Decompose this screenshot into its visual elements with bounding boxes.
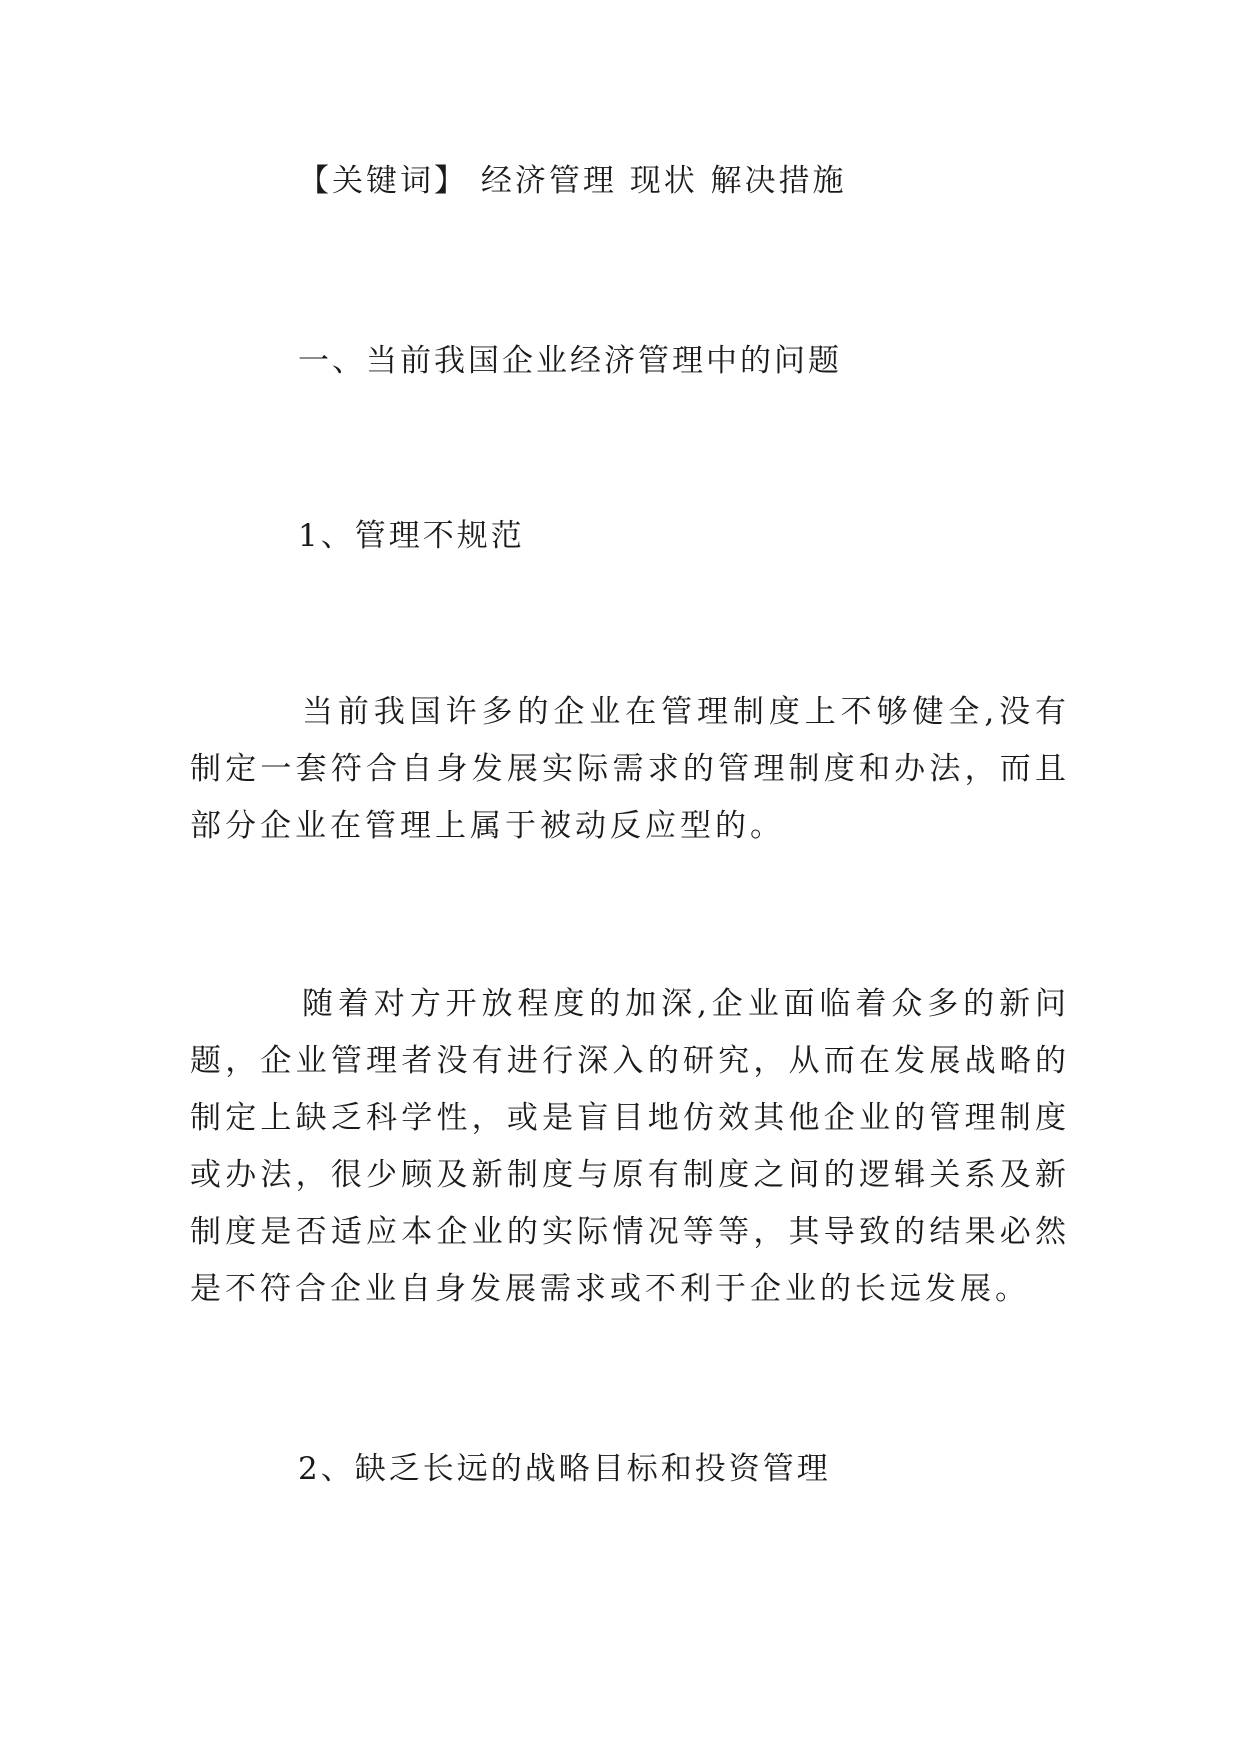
paragraph-management-system: 当前我国许多的企业在管理制度上不够健全,没有制定一套符合自身发展实际需求的管理制度和办法，而且部分企业在管理上属于被动反应型的。 bbox=[190, 694, 1070, 844]
paragraph-opening-up-problems: 随着对方开放程度的加深,企业面临着众多的新问题，企业管理者没有进行深入的研究，从而在发展战略的制定上缺乏科学性，或是盲目地仿效其他企业的管理制度或办法，很少顾及新制度与原有制度之间的逻辑关系及新制度是否适应本企业的实际情况等等，其导致的结果必然是不符合企业自身发展需求或不利于企业的长远发展。 bbox=[190, 986, 1070, 1307]
subheading-strategy-investment: 2、缺乏长远的战略目标和投资管理 bbox=[298, 1451, 831, 1487]
subheading-management-irregular: 1、管理不规范 bbox=[298, 518, 525, 554]
keywords-line: 【关键词】 经济管理 现状 解决措施 bbox=[298, 163, 847, 199]
section-heading: 一、当前我国企业经济管理中的问题 bbox=[298, 343, 842, 379]
